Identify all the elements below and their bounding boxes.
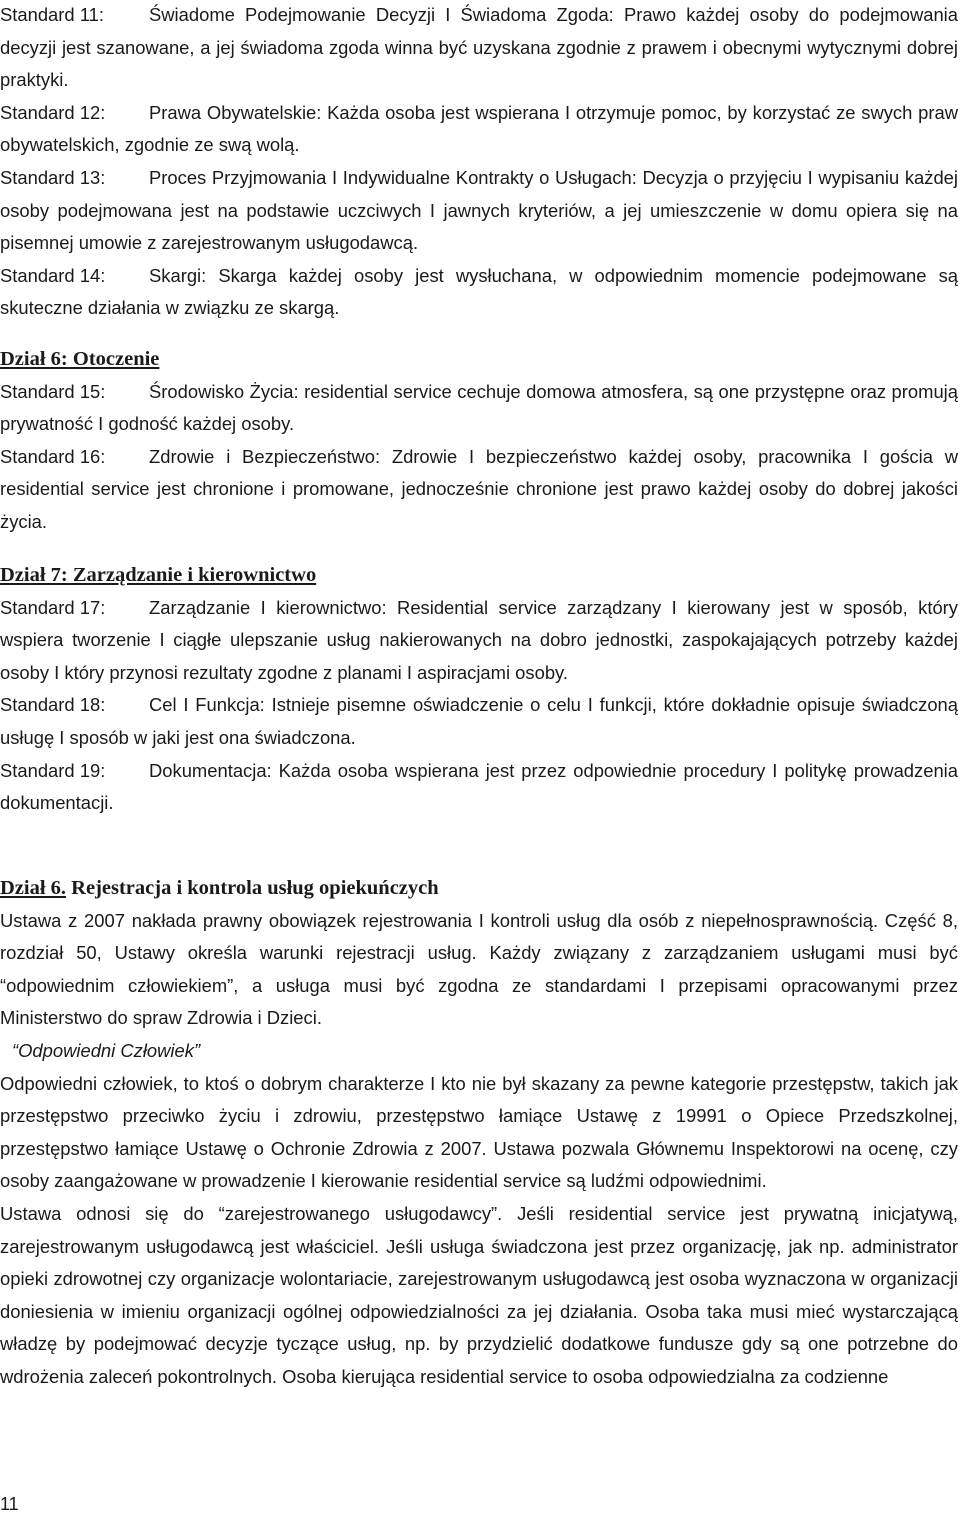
- standard-12: [0, 97, 958, 162]
- standard-16: [0, 441, 958, 539]
- standard-label: Standard 15:: [0, 380, 106, 402]
- paragraph-registered-provider: Ustawa odnosi się do “zarejestrowanego usługodawcy”. Jeśli residential service jest prywatną inicjatywą, zarejestrowanym usługodawcą jest właściciel. Jeśli usługa świadczona jest przez organizację, jak np. administrator opieki zdrowotnej czy organizacje wolontariacie, zarejestrowanym usługodawcą jest osoba wyznaczona w organizacji doniesienia w imieniu organizacji ogólnej odpowiedzialności za jej działania. Osoba taka musi mieć wystarczającą władzę by podejmować decyzje tyczące usług, np. by przydzielić dodatkowe fundusze gdy są one potrzebne do wdrożenia zaleceń pokontrolnych. Osoba kierująca residential service to osoba odpowiedzialna za codzienne: [0, 1202, 958, 1387]
- standards-intro: [0, 0, 958, 325]
- standard-text: Proces Przyjmowania I Indywidualne Kontrakty o Usługach: Decyzja o przyjęciu I wypisaniu każdej osoby podejmowana jest na podstawie uczciwych I jawnych kryteriów, a jej umieszczenie w domu opiera się na pisemnej umowie z zarejestrowanym usługodawcą.: [0, 166, 958, 254]
- standard-text: Skargi: Skarga każdej osoby jest wysłuchana, w odpowiednim momencie podejmowane są skuteczne działania w związku ze skargą.: [0, 264, 958, 319]
- section-environment: [0, 343, 958, 539]
- standard-text: Zarządzanie I kierownictwo: Residential service zarządzany I kierowany jest w sposób, który wspiera tworzenie I ciągłe ulepszanie usług nakierowanych na dobro jednostki, zaspokajających potrzeby każdej osoby I który przynosi rezultaty zgodne z planami I aspiracjami osoby.: [0, 596, 958, 683]
- standard-label: Standard 11:: [0, 4, 104, 25]
- section-management: [0, 559, 958, 820]
- paragraph-law: Ustawa z 2007 nakłada prawny obowiązek rejestrowania I kontroli usług dla osób z niepełnosprawnością. Część 8, rozdział 50, Ustawy określa warunki rejestracji usług. Każdy związany z zarządzaniem usługami musi być “odpowiednim człowiekiem”, a usługa musi być zgodna ze standardami I przepisami opracowanymi przez Ministerstwo do spraw Zdrowia i Dzieci.: [0, 909, 958, 1029]
- standard-17: [0, 592, 958, 690]
- standard-text: Cel I Funkcja: Istnieje pisemne oświadczenie o celu I funkcji, które dokładnie opisuje świadczoną usługę I sposób w jaki jest ona świadczona.: [0, 694, 958, 748]
- page-number: 11: [0, 1494, 19, 1514]
- standard-text: Zdrowie i Bezpieczeństwo: Zdrowie I bezpieczeństwo każdej osoby, pracownika I gościa w residential service jest chronione i promowane, jednocześnie chronione jest prawo każdej osoby do dobrej jakości życia.: [0, 445, 958, 532]
- subheading: “Odpowiedni Człowiek”: [12, 1039, 201, 1061]
- standard-label: Standard 17:: [0, 596, 106, 618]
- standard-11: [0, 0, 958, 97]
- standard-13: [0, 162, 958, 260]
- section-heading: Dział 7: Zarządzanie i kierownictwo: [0, 564, 317, 586]
- standard-label: Standard 16:: [0, 445, 106, 467]
- standard-15: [0, 376, 958, 441]
- standard-text: Świadome Podejmowanie Decyzji I Świadoma Zgoda: Prawo każdej osoby do podejmowania decyzji jest szanowane, a jej świadoma zgoda winna być uzyskana zgodnie z prawem i obecnymi wytycznymi dobrej praktyki.: [0, 4, 958, 91]
- standard-label: Standard 14:: [0, 264, 106, 286]
- standard-text: Prawa Obywatelskie: Każda osoba jest wspierana I otrzymuje pomoc, by korzystać ze swych praw obywatelskich, zgodnie ze swą wolą.: [0, 101, 958, 156]
- standard-label: Standard 18:: [0, 694, 106, 716]
- standard-14: [0, 260, 958, 325]
- paragraph-suitable-person: Odpowiedni człowiek, to ktoś o dobrym charakterze I kto nie był skazany za pewne kategorie przestępstw, takich jak przestępstwo przeciwko życiu i zdrowiu, przestępstwo łamiące Ustawę z 19991 o Opiece Przedszkolnej, przestępstwo łamiące Ustawę o Ochronie Zdrowia z 2007. Ustawa pozwala Głównemu Inspektorowi na ocenę, czy osoby zaangażowane w prowadzenie I kierowanie residential service są ludźmi odpowiednimi.: [0, 1072, 958, 1192]
- section-heading: Dział 6: Otoczenie: [0, 348, 160, 370]
- standard-label: Standard 12:: [0, 101, 106, 123]
- section-registration: [0, 872, 958, 1394]
- standard-label: Standard 19:: [0, 759, 106, 781]
- standard-19: [0, 755, 958, 820]
- standard-18: [0, 689, 958, 754]
- standard-text: Środowisko Życia: residential service cechuje domowa atmosfera, są one przystępne oraz promują prywatność I godność każdej osoby.: [0, 380, 958, 435]
- standard-text: Dokumentacja: Każda osoba wspierana jest przez odpowiednie procedury I politykę prowadzenia dokumentacji.: [0, 759, 958, 814]
- section-heading: Dział 6. Rejestracja i kontrola usług opiekuńczych: [0, 877, 439, 899]
- standard-label: Standard 13:: [0, 166, 106, 188]
